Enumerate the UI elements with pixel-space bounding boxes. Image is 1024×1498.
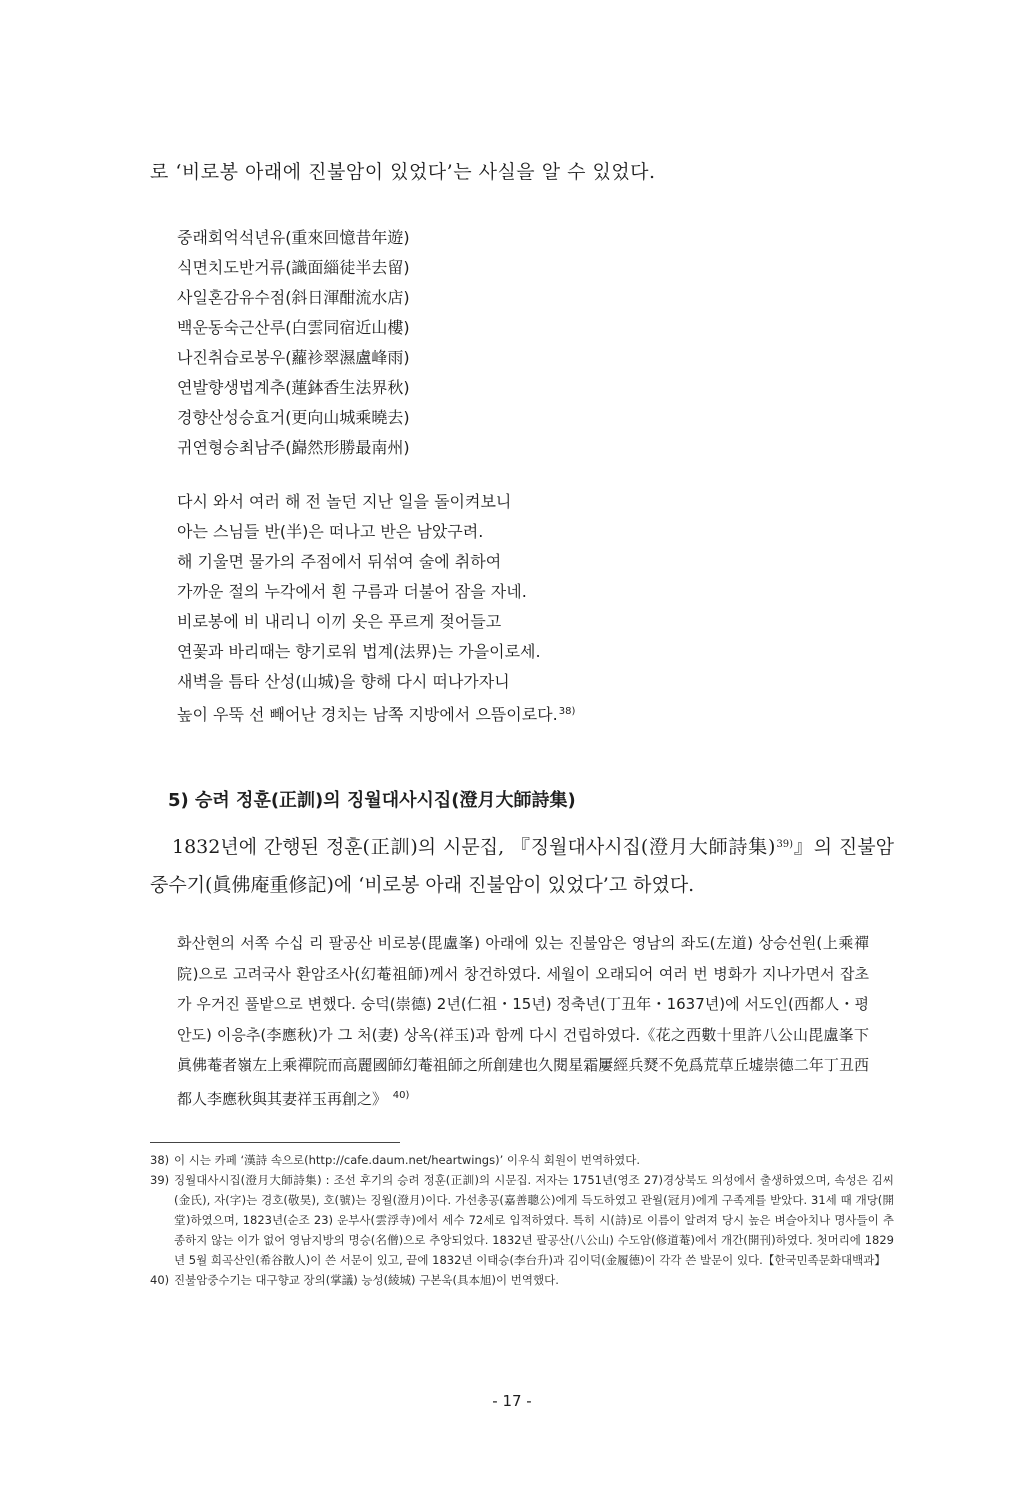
footnote-text: 이 시는 카페 ‘漢詩 속으로(http://cafe.daum.net/heartwings)’ 이우식 회원이 번역하였다.: [174, 1153, 641, 1167]
poem-hanja-line: 백운동숙근산루(白雲同宿近山樓): [177, 318, 410, 337]
body-paragraph-text: [150, 826, 894, 904]
poem-korean-line: 새벽을 틈타 산성(山城)을 향해 다시 떠나가자니: [177, 672, 510, 691]
block-quote: [177, 928, 869, 1114]
footnote-number: 38): [150, 1153, 170, 1167]
quote-text: 화산현의 서쪽 수십 리 팔공산 비로봉(毘盧峯) 아래에 있는 진불암은 영남의 좌도(左道) 상승선원(上乘禪院)으로 고려국사 환암조사(幻菴祖師)께서 창건하였다. 세월이 오래되어 여러 번 병화가 지나가면서 잡초가 우거진 풀밭으로 변했다. 숭덕(崇德) 2년(仁祖・15년) 정축년(丁丑年・1637년)에 서도인(西都人・평안도) 이응추(李應秋)가 그 처(妻) 상옥(祥玉)과 함께 다시 건립하였다.《花之西數十里許八公山毘盧峯下眞佛菴者嶺左上乘禪院而高麗國師幻菴祖師之所創建也久閱星霜屢經兵燹不免爲荒草丘墟崇德二年丁丑西都人李應秋與其妻祥玉再創之》: [177, 934, 869, 1108]
footnote-item: [150, 1270, 894, 1290]
footnote-text: 징월대사시집(澄月大師詩集) : 조선 후기의 승려 정훈(正訓)의 시문집. 저자는 1751년(영조 27)경상북도 의성에서 출생하였으며, 속성은 김씨(金氏), 자(字)는 경호(敬昊), 호(號)는 징월(澄月)이다. 가선총공(嘉善聰公)에게 득도하였고 관월(冠月)에게 구족계를 받았다. 31세 때 개당(開堂)하였으며, 1823년(순조 23) 운부사(雲浮寺)에서 세수 72세로 입적하였다. 특히 시(詩)로 이름이 알려져 당시 높은 벼슬아치나 명사들이 추종하지 않는 이가 없어 영남지방의 명승(名僧)으로 추앙되었다. 1832년 팔공산(八公山) 수도암(修道菴)에서 개간(開刊)하였다. 첫머리에 1829년 5월 희곡산인(希谷散人)이 쓴 서문이 있고, 끝에 1832년 이태승(李台升)과 김이덕(金履德)이 각각 쓴 발문이 있다.【한국민족문화대백과】: [174, 1173, 894, 1267]
footnote-ref-39[interactable]: 39): [776, 839, 794, 850]
poem-korean-last-line: 높이 우뚝 선 빼어난 경치는 남쪽 지방에서 으뜸이로다.: [177, 705, 558, 724]
footnotes: [150, 1150, 894, 1290]
poem-hanja-line: 식면치도반거류(識面緇徒半去留): [177, 258, 410, 277]
footnote-ref-38[interactable]: 38): [558, 706, 576, 717]
poem-korean-line: 연꽃과 바리때는 향기로워 법계(法界)는 가을이로세.: [177, 642, 541, 661]
poem-hanja: [177, 223, 410, 463]
footnote-ref-40[interactable]: 40): [392, 1089, 410, 1101]
poem-korean-line: 가까운 절의 누각에서 흰 구름과 더불어 잠을 자네.: [177, 582, 527, 601]
body-paragraph: [150, 826, 894, 904]
poem-korean-line: [177, 697, 575, 727]
footnote-item: [150, 1150, 894, 1170]
poem-hanja-line: 연발향생법계추(蓮鉢香生法界秋): [177, 378, 410, 397]
poem-korean: [177, 487, 575, 727]
footnote-divider: [150, 1142, 400, 1143]
poem-korean-line: 다시 와서 여러 해 전 놀던 지난 일을 돌이켜보니: [177, 492, 512, 511]
footnote-number: 40): [150, 1273, 170, 1287]
footnote-text: 진불암중수기는 대구향교 장의(掌議) 능성(綾城) 구본욱(具本旭)이 번역했다.: [174, 1273, 559, 1287]
poem-hanja-line: 귀연형승최남주(巋然形勝最南州): [177, 438, 410, 457]
footnote-item: [150, 1170, 894, 1270]
poem-korean-line: 해 기울면 물가의 주점에서 뒤섞여 술에 취하여: [177, 552, 502, 571]
footnote-number: 39): [150, 1173, 170, 1187]
poem-korean-line: 비로봉에 비 내리니 이끼 옷은 푸르게 젖어들고: [177, 612, 502, 631]
body-text-part1: 1832년에 간행된 정훈(正訓)의 시문집, 『징월대사시집(澄月大師詩集): [172, 836, 776, 858]
poem-korean-line: 아는 스님들 반(半)은 떠나고 반은 남았구려.: [177, 522, 484, 541]
poem-hanja-line: 사일혼감유수점(斜日渾酣流水店): [177, 288, 410, 307]
section-heading: 5) 승려 정훈(正訓)의 징월대사시집(澄月大師詩集): [168, 790, 576, 811]
page-number: - 17 -: [492, 1392, 532, 1410]
poem-hanja-line: 중래회억석년유(重來回憶昔年遊): [177, 228, 410, 247]
intro-line: 로 ‘비로봉 아래에 진불암이 있었다’는 사실을 알 수 있었다.: [150, 161, 656, 183]
poem-hanja-line: 경향산성승효거(更向山城乘曉去): [177, 408, 410, 427]
body-text-part2: 』의 진불암중수기(眞佛庵重修記)에 ‘비로봉 아래 진불암이 있었다’고 하였다.: [150, 836, 894, 896]
poem-hanja-line: 나진취습로봉우(蘿袗翠濕盧峰雨): [177, 348, 410, 367]
